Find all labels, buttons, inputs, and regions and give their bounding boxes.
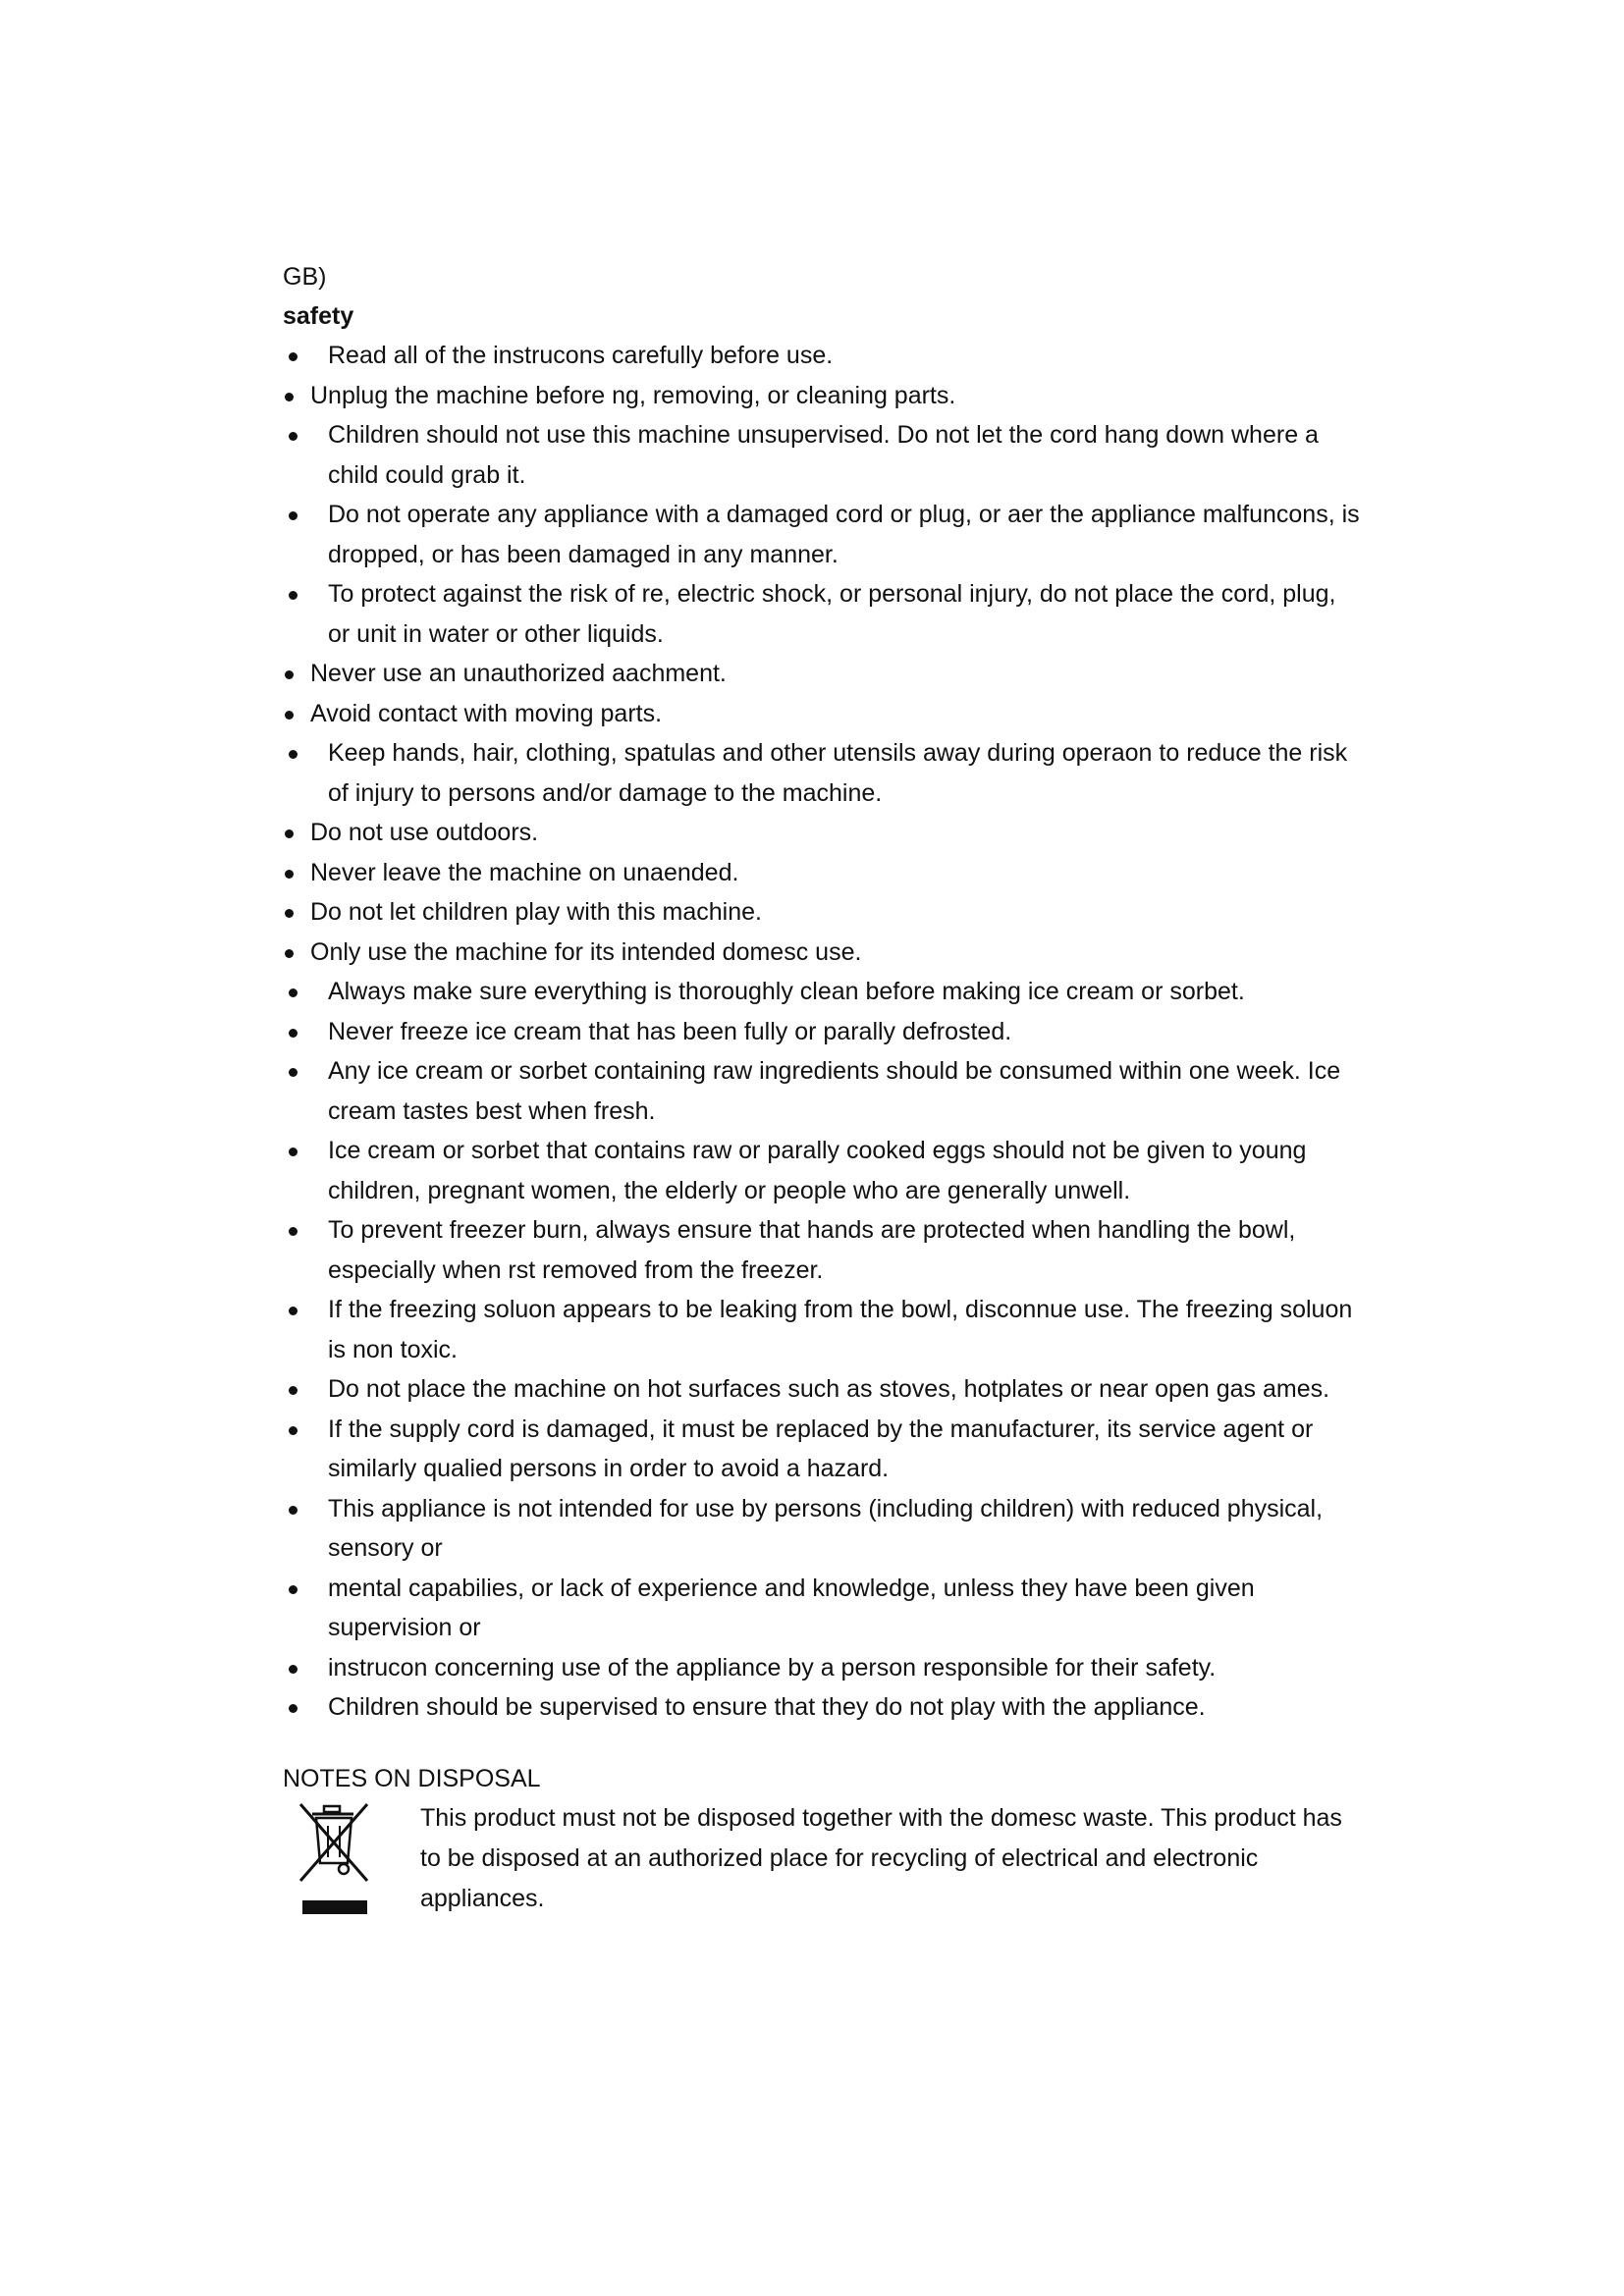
- safety-item-text: Any ice cream or sorbet containing raw ingredients should be consumed within one week. Ice cream tastes best when fresh.: [328, 1057, 1341, 1125]
- safety-item-text: Never use an unauthorized aachment.: [310, 660, 727, 687]
- bullet-icon: [289, 1386, 298, 1395]
- document-content: [283, 257, 1363, 1922]
- bullet-icon: [285, 909, 294, 918]
- disposal-section: [283, 1798, 1363, 1922]
- bullet-icon: [289, 988, 298, 997]
- safety-item-text: Read all of the instrucons carefully before use.: [328, 342, 834, 369]
- safety-list: [283, 336, 1363, 1728]
- safety-item-text: Ice cream or sorbet that contains raw or parally cooked eggs should not be given to young children, pregnant women, the elderly or people who are generally unwell.: [328, 1137, 1307, 1204]
- safety-list-item: [283, 853, 1363, 893]
- safety-list-item: [283, 336, 1363, 376]
- safety-item-text: Do not use outdoors.: [310, 819, 539, 846]
- safety-list-item: [283, 1290, 1363, 1369]
- safety-list-item: [283, 1648, 1363, 1688]
- safety-list-item: [283, 376, 1363, 416]
- safety-item-text: Children should be supervised to ensure that they do not play with the appliance.: [328, 1693, 1206, 1721]
- language-label: GB): [283, 263, 327, 291]
- disposal-text: This product must not be disposed together with the domesc waste. This product has to be disposed at an authorized place for recycling of electrical and electronic appliances.: [420, 1803, 1342, 1912]
- safety-item-text: Always make sure everything is thoroughly clean before making ice cream or sorbet.: [328, 978, 1245, 1005]
- safety-list-item: [283, 933, 1363, 973]
- safety-list-item: [283, 733, 1363, 813]
- safety-list-item: [283, 1687, 1363, 1728]
- safety-list-item: [283, 1210, 1363, 1290]
- bullet-icon: [289, 1585, 298, 1594]
- safety-item-text: This appliance is not intended for use by persons (including children) with reduced physical, sensory or: [328, 1494, 1324, 1562]
- safety-item-text: Keep hands, hair, clothing, spatulas and other utensils away during operaon to reduce the risk of injury to persons and/or damage to the machine.: [328, 739, 1348, 807]
- bullet-icon: [289, 750, 298, 759]
- safety-list-item: [283, 972, 1363, 1012]
- safety-list-item: [283, 694, 1363, 734]
- bullet-icon: [289, 432, 298, 441]
- safety-list-item: [283, 495, 1363, 574]
- bullet-icon: [289, 591, 298, 600]
- crossed-out-wheelie-bin-icon: [297, 1802, 373, 1918]
- bullet-icon: [289, 1307, 298, 1315]
- bullet-icon: [289, 1704, 298, 1713]
- disposal-title: NOTES ON DISPOSAL: [283, 1764, 541, 1792]
- bullet-icon: [285, 829, 294, 838]
- safety-list-item: [283, 1569, 1363, 1648]
- bullet-icon: [289, 1426, 298, 1435]
- safety-item-text: If the supply cord is damaged, it must be replaced by the manufacturer, its service agent or similarly qualied persons in order to avoid a hazard.: [328, 1415, 1314, 1482]
- bullet-icon: [289, 1068, 298, 1077]
- safety-list-item: [283, 574, 1363, 654]
- bullet-icon: [285, 949, 294, 958]
- safety-item-text: Do not let children play with this machine.: [310, 898, 762, 926]
- bullet-icon: [285, 870, 294, 879]
- safety-item-text: mental capabilies, or lack of experience and knowledge, unless they have been given supervision or: [328, 1574, 1255, 1641]
- safety-item-text: Never freeze ice cream that has been fully or parally defrosted.: [328, 1017, 1012, 1045]
- safety-item-text: Children should not use this machine unsupervised. Do not let the cord hang down where a child could grab it.: [328, 421, 1319, 489]
- safety-item-text: If the freezing soluon appears to be leaking from the bowl, disconnue use. The freezing soluon is non toxic.: [328, 1296, 1353, 1363]
- safety-item-text: Do not place the machine on hot surfaces such as stoves, hotplates or near open gas ames.: [328, 1375, 1330, 1403]
- section-heading: safety: [283, 302, 354, 330]
- safety-item-text: To protect against the risk of re, electric shock, or personal injury, do not place the cord, plug, or unit in water or other liquids.: [328, 580, 1336, 648]
- safety-list-item: [283, 1489, 1363, 1569]
- safety-item-text: Unplug the machine before ng, removing, or cleaning parts.: [310, 381, 956, 409]
- safety-list-item: [283, 892, 1363, 933]
- safety-list-item: [283, 1369, 1363, 1410]
- bullet-icon: [285, 670, 294, 679]
- safety-item-text: Do not operate any appliance with a damaged cord or plug, or aer the appliance malfuncons, is dropped, or has been damaged in any manner.: [328, 501, 1360, 568]
- safety-list-item: [283, 1012, 1363, 1052]
- bullet-icon: [289, 1227, 298, 1236]
- bullet-icon: [289, 352, 298, 361]
- safety-item-text: instrucon concerning use of the appliance by a person responsible for their safety.: [328, 1653, 1217, 1682]
- safety-item-text: Avoid contact with moving parts.: [310, 699, 663, 727]
- safety-list-item: [283, 654, 1363, 694]
- safety-list-item: [283, 415, 1363, 495]
- safety-item-text: Only use the machine for its intended domesc use.: [310, 937, 862, 966]
- bullet-icon: [289, 1148, 298, 1156]
- safety-list-item: [283, 1410, 1363, 1489]
- safety-list-item: [283, 1131, 1363, 1210]
- safety-item-text: Never leave the machine on unaended.: [310, 858, 739, 886]
- safety-item-text: To prevent freezer burn, always ensure that hands are protected when handling the bowl, especially when rst removed from the freezer.: [328, 1216, 1296, 1284]
- bullet-icon: [289, 1029, 298, 1038]
- safety-list-item: [283, 813, 1363, 853]
- bullet-icon: [285, 393, 294, 401]
- bullet-icon: [285, 711, 294, 720]
- safety-list-item: [283, 1051, 1363, 1131]
- bullet-icon: [289, 1665, 298, 1674]
- bullet-icon: [289, 1506, 298, 1515]
- bullet-icon: [289, 511, 298, 520]
